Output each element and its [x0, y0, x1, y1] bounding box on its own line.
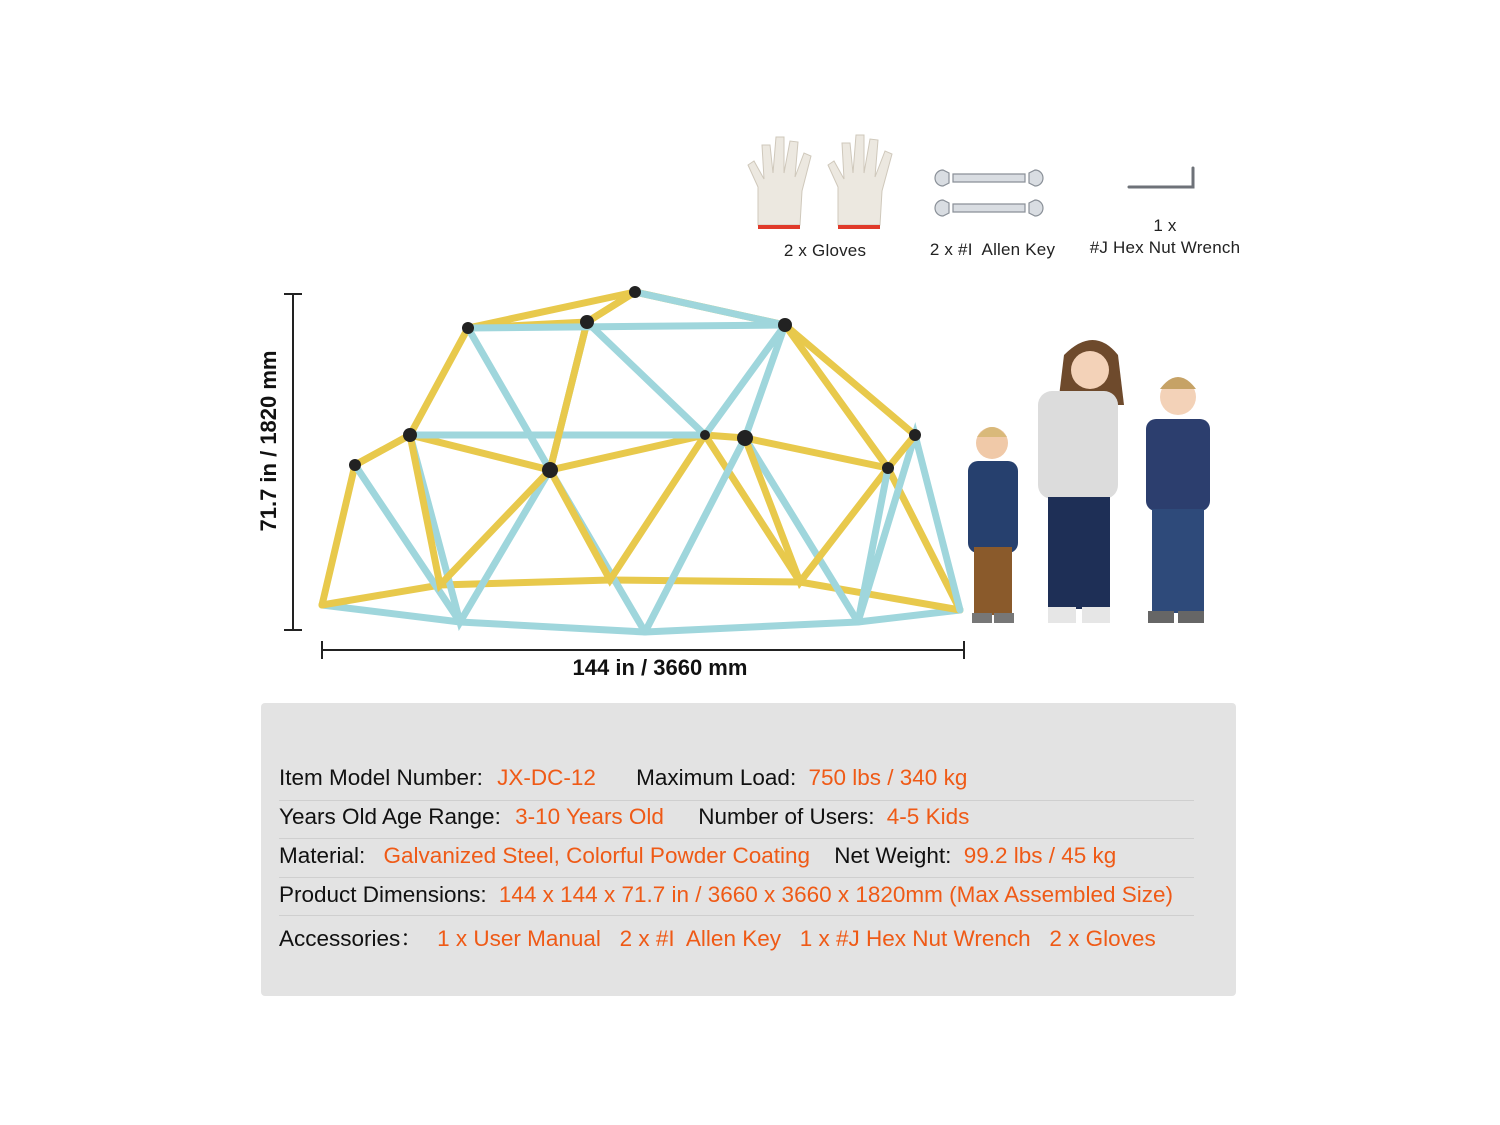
gloves-icon	[740, 125, 910, 235]
age-value: 3-10 Years Old	[515, 804, 664, 829]
dims-label: Product Dimensions:	[279, 882, 487, 907]
accessory-allen-key	[925, 160, 1060, 265]
material-label: Material:	[279, 843, 366, 868]
gloves-label: 2 x Gloves	[783, 241, 867, 260]
divider	[279, 838, 1194, 839]
load-value: 750 lbs / 340 kg	[808, 765, 968, 790]
dims-value: 144 x 144 x 71.7 in / 3660 x 3660 x 1820mm (Max Assembled Size)	[498, 882, 1173, 907]
age-label: Years Old Age Range:	[279, 804, 501, 829]
hex-wrench-label-qty: 1 x	[1153, 216, 1177, 235]
accessories-label: Accessories：	[279, 926, 423, 951]
width-dimension-label: 144 in / 3660 mm	[572, 655, 748, 680]
accessory-gloves	[740, 125, 910, 265]
spec-row-model-load	[279, 765, 967, 791]
open-end-wrench-icon	[925, 160, 1060, 220]
model-label: Item Model Number:	[279, 765, 483, 790]
specs-panel	[261, 703, 1236, 996]
child-small	[968, 427, 1018, 623]
children-scale-image	[952, 325, 1232, 640]
spec-row-age-users	[279, 804, 969, 830]
spec-row-accessories	[279, 921, 1156, 953]
users-label: Number of Users:	[698, 804, 875, 829]
weight-value: 99.2 lbs / 45 kg	[963, 843, 1117, 868]
child-girl	[1038, 340, 1124, 623]
hex-wrench-label-name: #J Hex Nut Wrench	[1089, 238, 1241, 257]
weight-label: Net Weight:	[834, 843, 952, 868]
accessories-value: 1 x User Manual 2 x #I Allen Key 1 x #J Hex Nut Wrench 2 x Gloves	[437, 926, 1156, 951]
spec-row-material-weight	[279, 843, 1116, 869]
divider	[279, 877, 1194, 878]
dome-climber-image	[310, 280, 970, 640]
hex-key-icon	[1085, 160, 1245, 200]
divider	[279, 800, 1194, 801]
height-dimension-label: 71.7 in / 1820 mm	[256, 350, 281, 532]
height-dimension-line	[282, 292, 304, 634]
spec-row-dimensions	[279, 882, 1173, 908]
material-value: Galvanized Steel, Colorful Powder Coating	[383, 843, 811, 868]
load-label: Maximum Load:	[636, 765, 797, 790]
allen-key-label: 2 x #I Allen Key	[929, 240, 1056, 259]
accessory-hex-wrench	[1085, 160, 1245, 260]
divider	[279, 915, 1194, 916]
child-boy	[1146, 377, 1210, 623]
users-value: 4-5 Kids	[886, 804, 970, 829]
model-value: JX-DC-12	[497, 765, 596, 790]
